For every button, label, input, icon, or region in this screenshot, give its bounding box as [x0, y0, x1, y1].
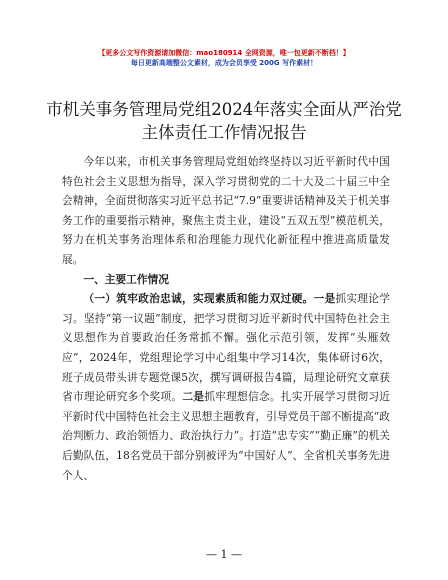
intro-paragraph: 今年以来，市机关事务管理局党组始终坚持以习近平新时代中国特色社会主义思想为指导，深入学习贯彻党的二十大及二十届三中全会精神，全面贯彻落实习近平总书记“7.9”重要讲话精神及关于机关事务工作的重要指示精神，聚焦主责主业，建设“五双五型”模范机关，努力在机关事务治理体系和治理能力现代化新征程中推进高质量发展。 [62, 155, 390, 266]
promo-line-1: 【更多公文写作资源请加微信：mao180914 全网资源，唯一包更新不断档！】 [98, 49, 350, 57]
point-text: 抓实理论学习。坚持“第一议题”制度，把学习贯彻习近平新时代中国特色社会主义思想作为首要政治任务常抓不懈。强化示范引领，发挥“头雁效应”，2024年，党组理论学习中心组集中学习14次，集体研讨6次，班子成员带头讲专题党课5次，撰写调研报告4篇，局理论研究文章获省市理论研究多个奖项。 [62, 292, 390, 404]
document-title: 市机关事务管理局党组2024年落实全面从严治党主体责任工作情况报告 [46, 100, 402, 142]
promo-line-2: 每日更新高端整公文素材，成为会员享受 200G 写作素材！ [130, 59, 318, 67]
point-lead: 一是 [313, 292, 336, 306]
document-body [62, 152, 390, 485]
section-heading: 一、主要工作情况 [83, 272, 169, 286]
subsection-heading: （一）筑牢政治忠诚，实现素质和能力双过硬。 [83, 292, 314, 306]
point-text: 抓牢理想信念。扎实开展学习贯彻习近平新时代中国特色社会主义思想主题教育，引导党员干部不断提高“政治判断力、政治领悟力、政治执行力”。打造“忠专实”“勤正廉”的机关后勤队伍，18名党员干部分别被评为“中国好人”、全省机关事务先进个人、 [62, 390, 390, 482]
body-paragraph [62, 289, 390, 485]
page-number: — 1 — [206, 548, 242, 561]
promo-banner [0, 48, 448, 68]
point-lead: 二是 [182, 390, 205, 404]
